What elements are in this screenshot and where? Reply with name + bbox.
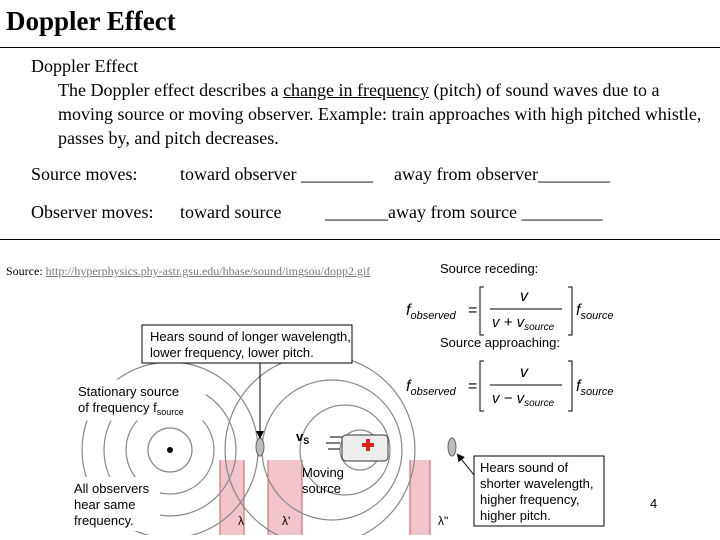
slide-title: Doppler Effect (6, 6, 176, 36)
svg-text:fsource: $f_{source}$ (576, 302, 614, 322)
svg-text:Source approaching:: Source approaching: (440, 335, 560, 350)
svg-text:lower frequency, lower pitch.: lower frequency, lower pitch. (150, 345, 314, 360)
observer-toward-blank: toward source (180, 202, 282, 222)
svg-text:v − vsource: $v - v_{source}$ (492, 390, 555, 409)
svg-text:fobserved: $f_{observed}$ (406, 302, 456, 322)
svg-text:v: v (520, 364, 528, 381)
doppler-diagram (60, 255, 660, 535)
source-toward-blank: toward observer ________ (180, 164, 373, 184)
source-link[interactable]: http://hyperphysics.phy-astr.gsu.edu/hbase/sound/imgsou/dopp2.gif (45, 264, 371, 278)
svg-text:fobserved: $f_{observed}$ (406, 378, 456, 398)
svg-text:λ': λ' (282, 514, 291, 528)
ear-icon (256, 438, 264, 456)
source-citation: Source: http://hyperphysics.phy-astr.gsu.edu/hbase/sound/imgsou/dopp2.gif (6, 264, 371, 278)
svg-text:All observers: All observers (74, 481, 150, 496)
svg-text:λ": λ" (438, 514, 449, 528)
svg-text:Moving: Moving (302, 465, 344, 480)
source-away-blank: away from observer________ (394, 164, 610, 184)
svg-text:Stationary source: Stationary source (78, 384, 180, 399)
description-paragraph: The Doppler effect describes a change in frequency (pitch) of sound waves due to a moving source or moving observer. Example: train approaches with high pitched whistle, passes by, and pitch decreases. (58, 80, 702, 148)
svg-text:shorter wavelength,: shorter wavelength, (480, 476, 594, 491)
svg-text:=: = (468, 302, 478, 319)
source-moves-label: Source moves: (31, 164, 138, 184)
observer-away-blank: _______away from source _________ (325, 202, 603, 222)
svg-text:fsource: $f_{source}$ (576, 378, 614, 398)
svg-text:of frequency fsource: of frequency $f_{source}$ (78, 400, 184, 417)
svg-text:frequency.: frequency. (74, 513, 134, 528)
svg-text:v + vsource: $v + v_{source}$ (492, 314, 555, 333)
page-number: 4 (650, 496, 658, 511)
svg-text:Hears sound of: Hears sound of (480, 460, 569, 475)
stationary-source-dot (167, 447, 173, 453)
ear-icon (448, 438, 456, 456)
svg-text:vS: $v_S$ (296, 429, 310, 446)
section-divider (0, 239, 720, 240)
ambulance-icon (342, 435, 388, 461)
svg-text:v: v (520, 288, 528, 305)
svg-text:Source receding:: Source receding: (440, 261, 539, 276)
svg-text:higher frequency,: higher frequency, (480, 492, 580, 507)
title-divider (0, 47, 720, 48)
svg-text:Hears sound of longer waveleng: Hears sound of longer wavelength, (150, 329, 351, 344)
svg-text:λ: λ (238, 514, 244, 528)
svg-text:higher pitch.: higher pitch. (480, 508, 551, 523)
svg-text:source: source (302, 481, 342, 496)
observer-moves-label: Observer moves: (31, 202, 154, 222)
underlined-phrase: change in frequency (283, 80, 429, 100)
svg-text:=: = (468, 378, 478, 395)
sub-heading: Doppler Effect (31, 56, 139, 76)
svg-text:hear same: hear same (74, 497, 136, 512)
